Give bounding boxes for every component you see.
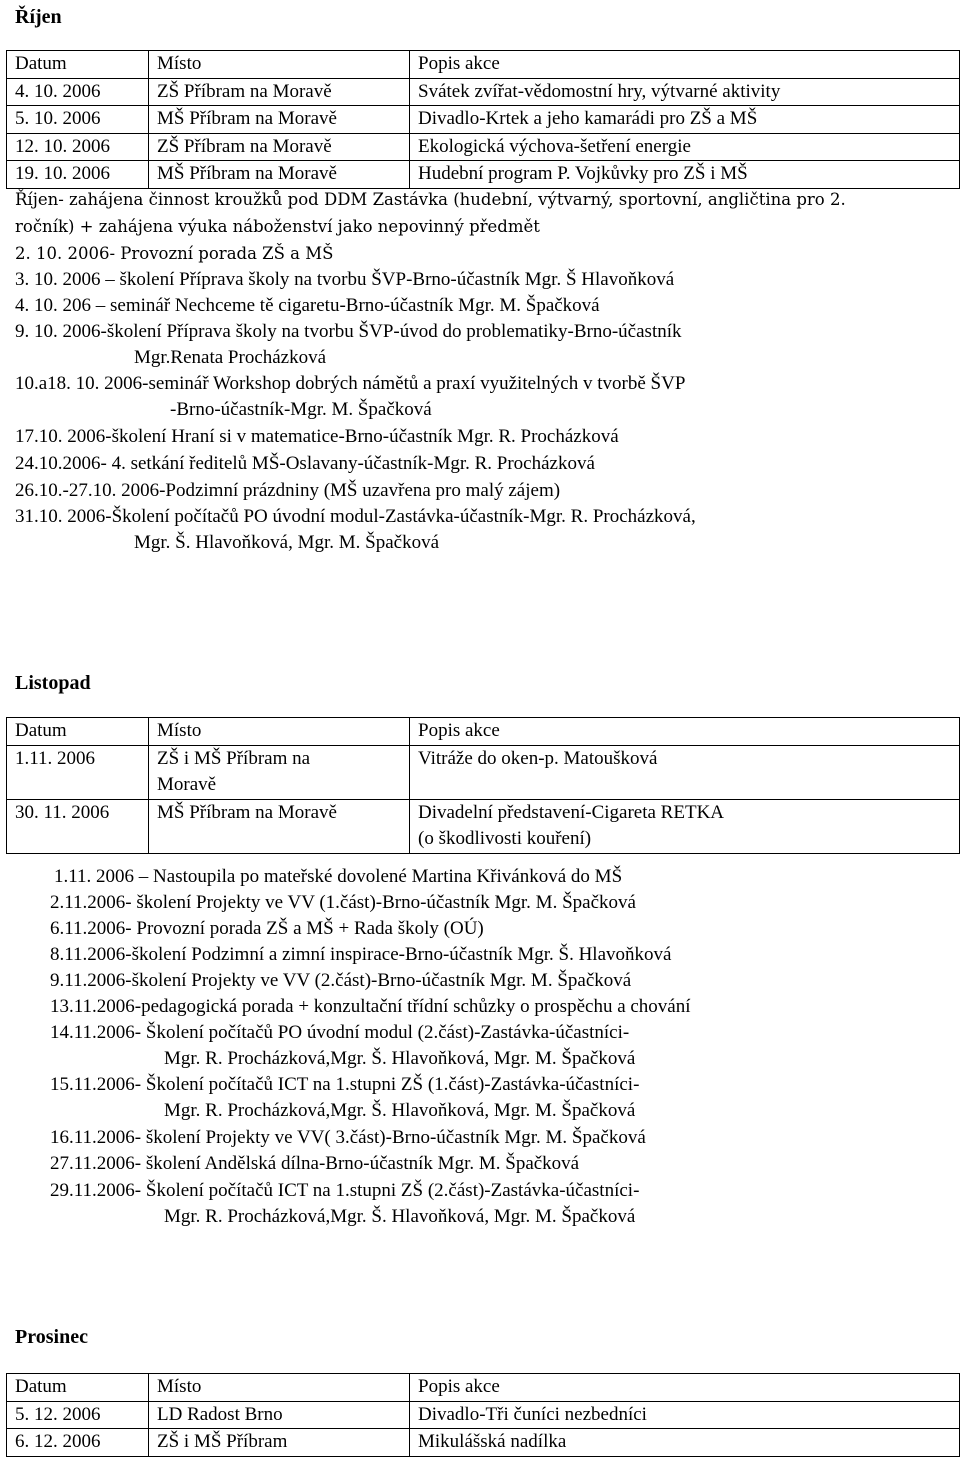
- table-row: [7, 78, 960, 106]
- table-header-row: [7, 1374, 960, 1402]
- cell-place: MŠ Příbram na Moravě: [149, 799, 410, 853]
- cell-date: 5. 12. 2006: [7, 1401, 149, 1429]
- cell-date: 5. 10. 2006: [7, 106, 149, 134]
- listopad-note-line: 14.11.2006- Školení počítačů PO úvodní modul (2.část)-Zastávka-účastníci-: [50, 1022, 630, 1043]
- header-misto: Místo: [149, 51, 410, 79]
- header-datum: Datum: [7, 718, 149, 746]
- prosinec-table: [6, 1373, 960, 1457]
- rijen-note-line: ročník) + zahájena výuka náboženství jako nepovinný předmět: [15, 217, 540, 236]
- header-misto: Místo: [149, 718, 410, 746]
- cell-place: ZŠ Příbram na Moravě: [149, 78, 410, 106]
- listopad-note-line: 1.11. 2006 – Nastoupila po mateřské dovolené Martina Křivánková do MŠ: [54, 866, 623, 887]
- rijen-note-line: Říjen- zahájena činnost kroužků pod DDM Zastávka (hudební, výtvarný, sportovní, angličtina pro 2.: [15, 190, 846, 209]
- table-row: [7, 1401, 960, 1429]
- section-title-listopad: Listopad: [15, 672, 91, 694]
- listopad-note-line: 6.11.2006- Provozní porada ZŠ a MŠ + Rada školy (OÚ): [50, 918, 484, 939]
- cell-desc-line: (o škodlivosti kouření): [418, 828, 592, 849]
- table-row: [7, 799, 960, 853]
- cell-place-line: ZŠ i MŠ Příbram na: [157, 747, 311, 769]
- listopad-note-line: 27.11.2006- školení Andělská dílna-Brno-účastník Mgr. M. Špačková: [50, 1153, 580, 1174]
- rijen-note-line: 3. 10. 2006 – školení Příprava školy na tvorbu ŠVP-Brno-účastník Mgr. Š Hlavoňková: [15, 269, 675, 290]
- section-title-rijen: Říjen: [15, 6, 62, 28]
- cell-desc: Divadlo-Tři čuníci nezbedníci: [410, 1401, 960, 1429]
- cell-date: 30. 11. 2006: [7, 799, 149, 853]
- listopad-note-line: 8.11.2006-školení Podzimní a zimní inspirace-Brno-účastník Mgr. Š. Hlavoňková: [50, 944, 672, 965]
- cell-desc: Ekologická výchova-šetření energie: [410, 133, 960, 161]
- cell-desc: Svátek zvířat-vědomostní hry, výtvarné aktivity: [410, 78, 960, 106]
- cell-place: ZŠ i MŠ Příbram: [149, 1429, 410, 1457]
- cell-place: ZŠ Příbram na Moravě: [149, 133, 410, 161]
- cell-desc-line: Divadelní představení-Cigareta RETKA: [418, 801, 725, 823]
- listopad-note-line: Mgr. R. Procházková,Mgr. Š. Hlavoňková, Mgr. M. Špačková: [164, 1206, 636, 1227]
- cell-place-line: Moravě: [157, 774, 217, 795]
- section-title-prosinec: Prosinec: [15, 1326, 88, 1348]
- cell-place: MŠ Příbram na Moravě: [149, 106, 410, 134]
- table-row: [7, 1429, 960, 1457]
- rijen-note-line: 4. 10. 206 – seminář Nechceme tě cigaretu-Brno-účastník Mgr. M. Špačková: [15, 295, 600, 316]
- rijen-note-line: 10.a18. 10. 2006-seminář Workshop dobrých námětů a praxí využitelných v tvorbě ŠVP: [15, 373, 686, 394]
- rijen-table: [6, 50, 960, 189]
- header-popis: Popis akce: [410, 51, 960, 79]
- listopad-note-line: 29.11.2006- Školení počítačů ICT na 1.stupni ZŠ (2.část)-Zastávka-účastníci-: [50, 1180, 640, 1201]
- cell-date: 4. 10. 2006: [7, 78, 149, 106]
- table-row: [7, 133, 960, 161]
- cell-place: LD Radost Brno: [149, 1401, 410, 1429]
- cell-desc: Divadlo-Krtek a jeho kamarádi pro ZŠ a MŠ: [410, 106, 960, 134]
- rijen-note-line: Mgr. Š. Hlavoňková, Mgr. M. Špačková: [134, 532, 440, 553]
- cell-date: 12. 10. 2006: [7, 133, 149, 161]
- cell-date: 19. 10. 2006: [7, 161, 149, 189]
- listopad-note-line: 15.11.2006- Školení počítačů ICT na 1.stupni ZŠ (1.část)-Zastávka-účastníci-: [50, 1074, 640, 1095]
- header-misto: Místo: [149, 1374, 410, 1402]
- cell-date: 1.11. 2006: [7, 745, 149, 799]
- table-row: [7, 745, 960, 799]
- cell-desc: Vitráže do oken-p. Matoušková: [410, 745, 960, 799]
- cell-place: [149, 745, 410, 799]
- rijen-note-line: 9. 10. 2006-školení Příprava školy na tvorbu ŠVP-úvod do problematiky-Brno-účastník: [15, 321, 682, 342]
- rijen-note-line: 2. 10. 2006- Provozní porada ZŠ a MŠ: [15, 244, 334, 263]
- cell-desc: [410, 799, 960, 853]
- table-row: [7, 106, 960, 134]
- cell-desc: Hudební program P. Vojkůvky pro ZŠ i MŠ: [410, 161, 960, 189]
- listopad-note-line: 16.11.2006- školení Projekty ve VV( 3.část)-Brno-účastník Mgr. M. Špačková: [50, 1127, 646, 1148]
- listopad-note-line: 9.11.2006-školení Projekty ve VV (2.část)-Brno-účastník Mgr. M. Špačková: [50, 970, 632, 991]
- table-row: [7, 161, 960, 189]
- cell-place: MŠ Příbram na Moravě: [149, 161, 410, 189]
- header-datum: Datum: [7, 51, 149, 79]
- rijen-note-line: 24.10.2006- 4. setkání ředitelů MŠ-Oslavany-účastník-Mgr. R. Procházková: [15, 453, 595, 474]
- header-datum: Datum: [7, 1374, 149, 1402]
- rijen-note-line: 17.10. 2006-školení Hraní si v matematice-Brno-účastník Mgr. R. Procházková: [15, 426, 619, 447]
- rijen-note-line: -Brno-účastník-Mgr. M. Špačková: [170, 399, 432, 420]
- rijen-note-line: Mgr.Renata Procházková: [134, 347, 327, 368]
- header-popis: Popis akce: [410, 718, 960, 746]
- listopad-note-line: Mgr. R. Procházková,Mgr. Š. Hlavoňková, Mgr. M. Špačková: [164, 1100, 636, 1121]
- rijen-note-line: 31.10. 2006-Školení počítačů PO úvodní modul-Zastávka-účastník-Mgr. R. Procházková,: [15, 506, 696, 527]
- rijen-note-line: 26.10.-27.10. 2006-Podzimní prázdniny (MŠ uzavřena pro malý zájem): [15, 480, 561, 501]
- listopad-note-line: Mgr. R. Procházková,Mgr. Š. Hlavoňková, Mgr. M. Špačková: [164, 1048, 636, 1069]
- table-header-row: [7, 51, 960, 79]
- header-popis: Popis akce: [410, 1374, 960, 1402]
- table-header-row: [7, 718, 960, 746]
- cell-date: 6. 12. 2006: [7, 1429, 149, 1457]
- listopad-note-line: 13.11.2006-pedagogická porada + konzultační třídní schůzky o prospěchu a chování: [50, 996, 691, 1017]
- listopad-table: [6, 717, 960, 854]
- cell-desc: Mikulášská nadílka: [410, 1429, 960, 1457]
- listopad-note-line: 2.11.2006- školení Projekty ve VV (1.část)-Brno-účastník Mgr. M. Špačková: [50, 892, 636, 913]
